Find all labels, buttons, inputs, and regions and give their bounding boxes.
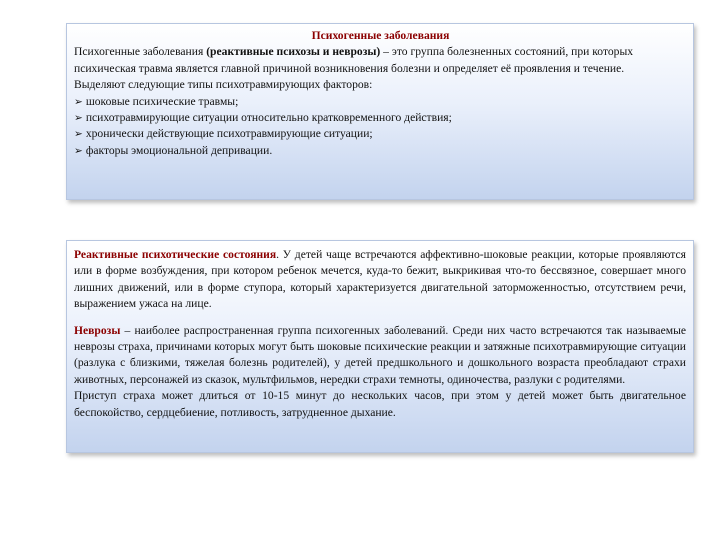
reactive-paragraph <box>74 247 686 313</box>
neuroses-text: – наиболее распространенная группа психогенных заболеваний. Среди них часто встречаются так называемые неврозы страха, причинами которых могут быть шоковые психические реакции и затяжные психотравмирующие ситуации (разлука с близкими, тяжелая болезнь родителей), у детей предшкольного и дошкольного возраста преобладают страхи животных, персонажей из сказок, мультфильмов, нередки страхи темноты, одиночества, разлуки с родителями. <box>74 323 686 386</box>
box-title: Психогенные заболевания <box>311 29 450 42</box>
bullet-text: психотравмирующие ситуации относительно кратковременного действия; <box>85 111 452 125</box>
intro-bold-term: (реактивные психозы и неврозы) <box>206 45 381 59</box>
info-box-reactive-states <box>66 240 694 453</box>
reactive-text: . У детей чаще встречаются аффективно-шоковые реакции, которые проявляются или в форме возбуждения, при котором ребенок мечется, куда-то бежит, выкрикивая что-то бессвязное, совершает много лишних движений, или в форме ступора, который характеризуется двигательной заторможенностью, отсутствием речи, выражением ужаса на лице. <box>74 248 686 311</box>
arrow-bullet-icon: ➢ <box>74 128 83 141</box>
bullet-item <box>74 94 687 110</box>
neuroses-term: Неврозы <box>74 323 121 337</box>
bullet-text: хронически действующие психотравмирующие ситуации; <box>85 127 373 141</box>
intro-rest: – это группа болезненных состояний, при которых психическая травма является главной причиной возникновения болезни и определяет её проявления и течение. <box>74 45 634 75</box>
attack-paragraph: Приступ страха может длиться от 10-15 минут до нескольких часов, при этом у детей может быть двигательное беспокойство, сердцебиение, потливость, затрудненное дыхание. <box>74 389 686 419</box>
factors-heading: Выделяют следующие типы психотравмирующих факторов: <box>74 78 373 92</box>
neuroses-paragraph <box>74 323 686 389</box>
info-box-psychogenic <box>66 23 694 200</box>
arrow-bullet-icon: ➢ <box>74 112 83 125</box>
arrow-bullet-icon: ➢ <box>74 144 83 157</box>
bullet-text: факторы эмоциональной депривации. <box>85 143 273 157</box>
intro-prefix: Психогенные заболевания <box>74 45 207 59</box>
intro-paragraph <box>74 44 687 77</box>
arrow-bullet-icon: ➢ <box>74 95 83 108</box>
reactive-term: Реактивные психотические состояния <box>74 248 277 261</box>
paragraph-gap <box>74 313 686 323</box>
bullet-item <box>74 143 687 159</box>
bullet-item <box>74 126 687 142</box>
bullet-text: шоковые психические травмы; <box>85 94 239 108</box>
bullet-item <box>74 110 687 126</box>
